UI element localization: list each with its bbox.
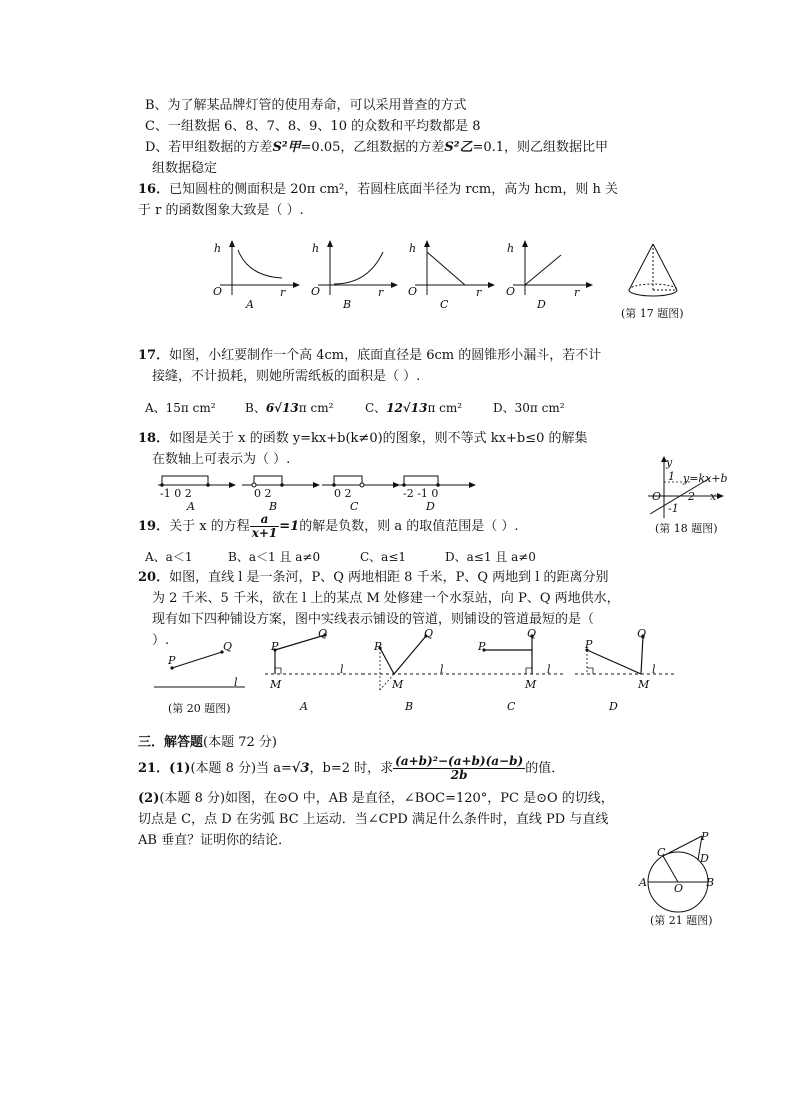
q19-fraction (250, 513, 280, 540)
q19-post: 的解是负数，则 a 的取值范围是（ ）. (299, 519, 519, 534)
q21-part2-line3: AB 垂直？证明你的结论． (138, 833, 292, 848)
q17-number: 17． (138, 348, 170, 363)
q20-b-p: P (374, 640, 382, 653)
q21-fig-d: D (700, 852, 709, 865)
q18-numberline-b (242, 473, 320, 487)
q20-fig-q: Q (223, 640, 233, 653)
q18-function-figure (648, 456, 728, 518)
q21-part2-line2: 切点是 C，点 D 在劣弧 BC 上运动．当∠CPD 满足什么条件时，直线 PD 与直线 (138, 812, 609, 827)
q18-fig-y: y (666, 456, 673, 469)
q20-option-a-figure (265, 628, 365, 678)
q20-figure-caption: (第 20 题图) (168, 702, 231, 715)
q18-fig-origin: O (652, 490, 662, 503)
q21-fraction-den: 2b (450, 768, 468, 782)
q16-line1 (138, 181, 618, 199)
q20-label-c: C (507, 700, 516, 713)
q19-number: 19． (138, 519, 170, 534)
q18-label-c: C (350, 500, 359, 513)
q16-b-origin: O (311, 285, 321, 298)
q18-figure-caption: (第 18 题图) (655, 522, 718, 535)
q20-text1: 如图，直线 l 是一条河，P、Q 两地相距 8 千米，P、Q 两地到 l 的距离分别 (169, 570, 609, 585)
q21-part2-text1: (本题 8 分)如图，在⊙O 中，AB 是直径，∠BOC=120°，PC 是⊙O 的切线， (159, 791, 614, 806)
q18-numberline-b-ticks: 0 2 (254, 487, 272, 500)
q20-c-p: P (478, 640, 486, 653)
q21-part1 (138, 754, 564, 784)
q20-fig-l: l (234, 676, 238, 689)
variance-jia: S²甲 (272, 140, 301, 155)
q17-option-a: A、15π cm² (145, 401, 216, 415)
q16-c-axis-r: r (476, 286, 482, 299)
q20-b-q: Q (424, 627, 434, 640)
q15-option-d-cont: 组数据稳定 (152, 161, 218, 176)
q17-option-b (245, 400, 333, 416)
q17-option-c-pre: C、 (365, 401, 387, 415)
q16-label-a: A (246, 298, 254, 311)
section3-title: 三．解答题 (138, 735, 204, 750)
q18-numberline-c-ticks: 0 2 (334, 487, 352, 500)
q18-numberline-d-ticks: -2 -1 0 (403, 487, 439, 500)
q19-option-c: C、a≤1 (360, 550, 407, 564)
q16-line2: 于 r 的函数图象大致是（ ）. (138, 203, 304, 218)
q21-part2-line1 (138, 790, 614, 808)
q19-option-d: D、a≤1 且 a≠0 (445, 550, 536, 564)
q18-fig-two: 2 (688, 490, 695, 503)
q16-c-axis-h: h (409, 242, 417, 255)
q20-line1 (138, 569, 609, 587)
q16-b-axis-r: r (378, 286, 384, 299)
q21-part1-mid: ，b=2 时，求 (309, 761, 394, 776)
q21-a-value: √3 (291, 761, 310, 776)
q16-label-c: C (440, 298, 449, 311)
q19-fraction-num: a (250, 513, 280, 527)
q16-c-origin: O (408, 285, 418, 298)
q17-option-c-post: π cm² (427, 401, 463, 415)
q15-option-d-post: =0.1，则乙组数据比甲 (472, 140, 609, 155)
q20-b-m: M (392, 678, 404, 691)
q21-number: 21． (138, 761, 170, 776)
q20-d-q: Q (637, 627, 647, 640)
q20-option-b-figure (362, 628, 462, 694)
q21-fraction (393, 755, 525, 782)
q19-option-b: B、a＜1 且 a≠0 (228, 550, 321, 564)
q17-option-b-pre: B、 (245, 401, 266, 415)
q17-line1 (138, 347, 601, 365)
q21-figure-caption: (第 21 题图) (650, 914, 713, 927)
q18-numberline-c (322, 473, 400, 487)
q18-line1 (138, 430, 588, 448)
q20-a-p: P (271, 640, 279, 653)
variance-yi: S²乙 (444, 140, 473, 155)
q21-part1-pre: (本题 8 分)当 a= (190, 761, 292, 776)
q21-fig-b: B (706, 876, 715, 889)
q17-option-c (365, 400, 462, 416)
q16-d-origin: O (506, 285, 516, 298)
q21-fig-o: O (674, 882, 684, 895)
q17-option-d: D、30π cm² (493, 401, 565, 415)
q15-option-d-mid: =0.05，乙组数据的方差 (300, 140, 445, 155)
q17-line2: 接缝，不计损耗，则她所需纸板的面积是（ ）. (152, 369, 421, 384)
q16-graph-a (210, 240, 300, 310)
q16-a-origin: O (213, 285, 223, 298)
q15-option-d (145, 139, 608, 157)
q17-option-c-math: 12√13 (386, 401, 428, 415)
q21-fig-p: P (701, 830, 709, 843)
q16-d-axis-r: r (574, 286, 580, 299)
q16-b-axis-h: h (312, 242, 320, 255)
q18-numberline-a-ticks: -1 0 2 (160, 487, 192, 500)
q20-d-l: l (652, 663, 656, 676)
q20-fig-p: P (168, 654, 176, 667)
q20-number: 20． (138, 570, 170, 585)
q18-fig-function-label: y=kx+b (683, 472, 728, 485)
q21-fraction-num: (a+b)²−(a+b)(a−b) (395, 754, 524, 768)
q17-option-b-math: 6√13 (265, 401, 299, 415)
q21-fig-a: A (639, 876, 647, 889)
q17-figure-caption: (第 17 题图) (621, 307, 684, 320)
q19-fraction-den: x+1 (251, 526, 278, 540)
q18-fig-x: x (710, 490, 717, 503)
q20-d-p: P (585, 638, 593, 651)
section3-heading (138, 734, 277, 752)
q18-text1: 如图是关于 x 的函数 y=kx+b(k≠0)的图象，则不等式 kx+b≤0 的解集 (169, 431, 588, 446)
q21-part1-post: 的值． (525, 761, 565, 776)
q18-label-d: D (426, 500, 435, 513)
q18-fig-one: 1 (668, 470, 675, 483)
q18-number: 18． (138, 431, 170, 446)
section3-score: (本题 72 分) (203, 735, 277, 750)
q16-label-d: D (537, 298, 546, 311)
q15-option-c: C、一组数据 6、8、7、8、9、10 的众数和平均数都是 8 (145, 119, 481, 134)
q20-a-l: l (340, 663, 344, 676)
q16-a-axis-r: r (280, 286, 286, 299)
q18-label-a: A (187, 500, 195, 513)
q20-option-d-figure (575, 628, 675, 678)
q17-cone-figure (623, 240, 683, 300)
q19-pre: 关于 x 的方程 (169, 519, 250, 534)
q18-label-b: B (269, 500, 278, 513)
q20-label-a: A (300, 700, 308, 713)
q18-numberline-a (158, 473, 236, 487)
q18-fig-minus-one: -1 (668, 502, 679, 515)
q20-line2: 为 2 千米、5 千米，欲在 l 上的某点 M 处修建一个水泵站，向 P、Q 两地供水， (152, 591, 620, 606)
q18-line2: 在数轴上可表示为（ ）. (152, 452, 291, 467)
q21-part1-tag: (1) (169, 761, 191, 776)
q21-fig-c: C (657, 846, 666, 859)
q20-line4: ）. (152, 633, 170, 648)
q16-number: 16． (138, 182, 170, 197)
q17-text1: 如图，小红要制作一个高 4cm，底面直径是 6cm 的圆锥形小漏斗，若不计 (169, 348, 602, 363)
q16-a-axis-h: h (214, 242, 222, 255)
q16-d-axis-h: h (507, 242, 515, 255)
q17-option-b-post: π cm² (298, 401, 334, 415)
q19-stem (138, 513, 519, 540)
q15-option-b: B、为了解某品牌灯管的使用寿命，可以采用普查的方式 (145, 98, 467, 113)
q19-option-a: A、a＜1 (145, 550, 193, 564)
q16-graph-c (405, 240, 495, 310)
q20-a-q: Q (318, 627, 328, 640)
q16-text1: 已知圆柱的侧面积是 20π cm²，若圆柱底面半径为 rcm，高为 hcm，则 h 关 (169, 182, 618, 197)
q20-b-l: l (440, 663, 444, 676)
q20-d-m: M (638, 678, 650, 691)
q18-numberline-d (398, 473, 476, 487)
q16-label-b: B (343, 298, 352, 311)
q20-label-d: D (609, 700, 618, 713)
q20-a-m: M (270, 678, 282, 691)
q15-option-d-pre: D、若甲组数据的方差 (145, 140, 273, 155)
q20-c-m: M (525, 678, 537, 691)
q20-label-b: B (405, 700, 414, 713)
q20-c-q: Q (527, 627, 537, 640)
q21-part2-tag: (2) (138, 791, 160, 806)
q19-equals-one: =1 (279, 519, 300, 534)
q20-line3: 现有如下四种铺设方案，图中实线表示铺设的管道，则铺设的管道最短的是（ (152, 612, 595, 627)
q16-graph-d (503, 240, 593, 310)
q16-graph-b (308, 240, 398, 310)
q20-c-l: l (547, 663, 551, 676)
